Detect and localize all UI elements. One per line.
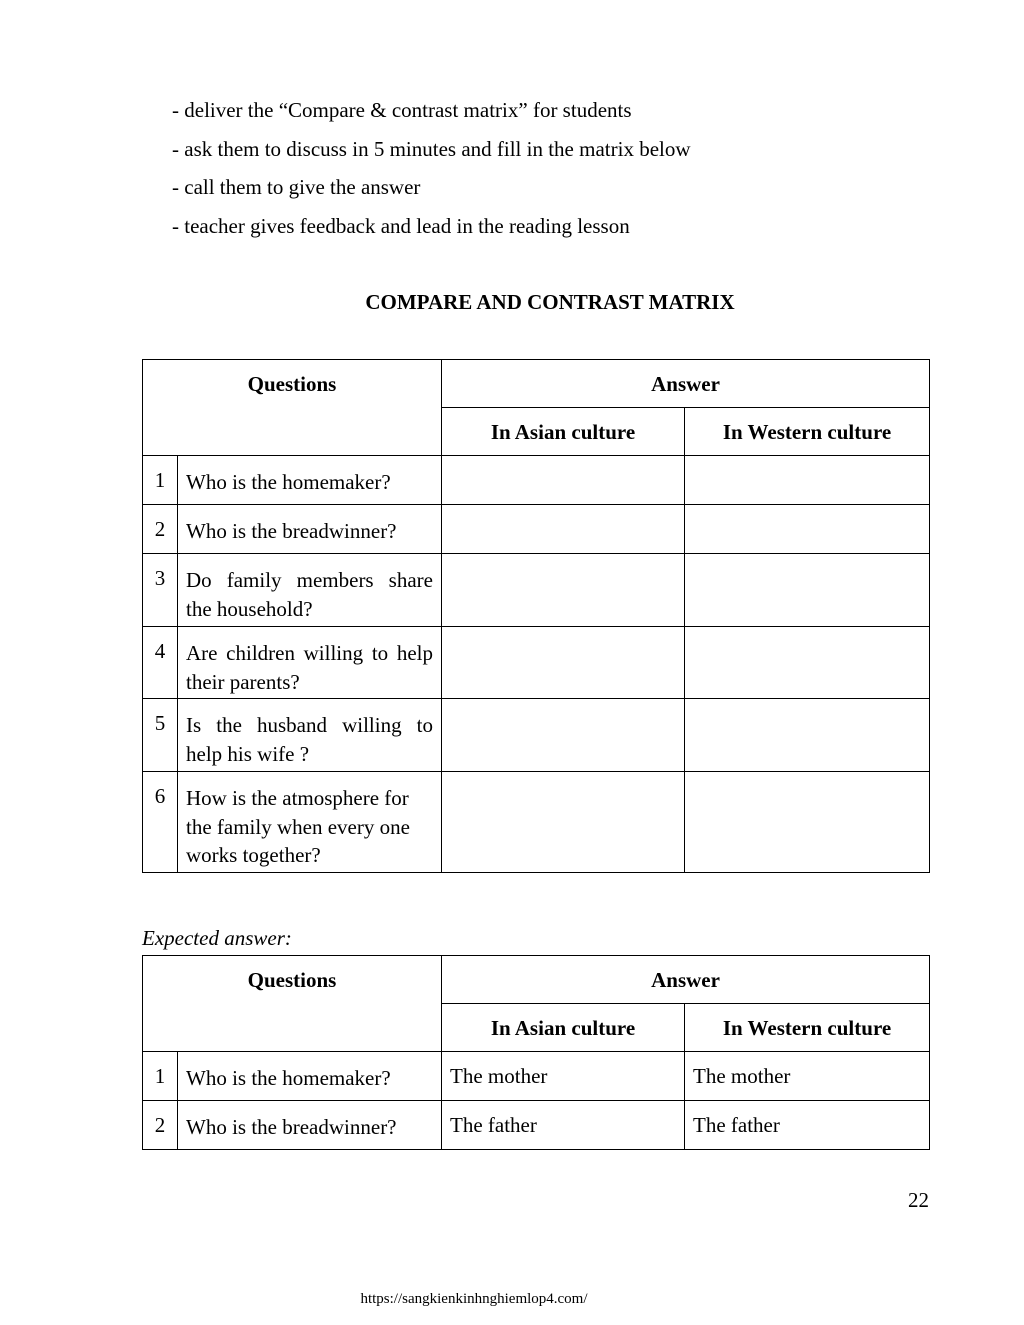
- intro-line-1: - deliver the “Compare & contrast matrix” for students: [172, 98, 632, 122]
- row-number: 6: [143, 772, 178, 873]
- intro-line-2: - ask them to discuss in 5 minutes and fill in the matrix below: [172, 137, 691, 161]
- row-number: 4: [143, 627, 178, 699]
- header-answer: Answer: [442, 360, 930, 408]
- row-number: 1: [143, 456, 178, 505]
- question-cell: Is the husband willing to help his wife ?: [178, 699, 442, 772]
- western-answer-cell: [685, 554, 930, 627]
- asian-answer-cell: The father: [442, 1101, 685, 1150]
- question-cell: Who is the homemaker?: [178, 1052, 442, 1101]
- row-number: 2: [143, 505, 178, 554]
- page-number: 22: [908, 1188, 929, 1212]
- row-number: 1: [143, 1052, 178, 1101]
- table-row: [143, 1052, 930, 1101]
- expected-answer-label: Expected answer:: [142, 926, 292, 950]
- western-answer-cell: [685, 627, 930, 699]
- table-row: [143, 554, 930, 627]
- asian-answer-cell: [442, 699, 685, 772]
- compare-matrix-table: [142, 359, 930, 873]
- header-western: In Western culture: [685, 408, 930, 456]
- row-number: 5: [143, 699, 178, 772]
- asian-answer-cell: [442, 772, 685, 873]
- asian-answer-cell: [442, 554, 685, 627]
- western-answer-cell: The father: [685, 1101, 930, 1150]
- question-cell: Who is the breadwinner?: [178, 1101, 442, 1150]
- table-row: [143, 505, 930, 554]
- row-number: 2: [143, 1101, 178, 1150]
- question-cell: Are children willing to help their parents?: [178, 627, 442, 699]
- matrix-title: COMPARE AND CONTRAST MATRIX: [365, 290, 735, 314]
- intro-line-4: - teacher gives feedback and lead in the reading lesson: [172, 214, 630, 238]
- intro-line-3: - call them to give the answer: [172, 175, 421, 199]
- question-cell: Who is the breadwinner?: [178, 505, 442, 554]
- western-answer-cell: [685, 699, 930, 772]
- header-answer: Answer: [442, 956, 930, 1004]
- western-answer-cell: [685, 505, 930, 554]
- table-row: [143, 627, 930, 699]
- western-answer-cell: [685, 456, 930, 505]
- asian-answer-cell: [442, 627, 685, 699]
- header-questions: Questions: [143, 360, 442, 456]
- western-answer-cell: [685, 772, 930, 873]
- table-row: [143, 772, 930, 873]
- row-number: 3: [143, 554, 178, 627]
- header-asian: In Asian culture: [442, 408, 685, 456]
- asian-answer-cell: [442, 456, 685, 505]
- header-western: In Western culture: [685, 1004, 930, 1052]
- question-cell: How is the atmosphere for the family when every one works together?: [178, 772, 442, 873]
- question-cell: Do family members share the household?: [178, 554, 442, 627]
- expected-answer-table: [142, 955, 930, 1150]
- table-row: [143, 699, 930, 772]
- question-cell: Who is the homemaker?: [178, 456, 442, 505]
- asian-answer-cell: [442, 505, 685, 554]
- footer-url[interactable]: https://sangkienkinhnghiemlop4.com/: [360, 1291, 588, 1307]
- table-row: [143, 456, 930, 505]
- western-answer-cell: The mother: [685, 1052, 930, 1101]
- header-asian: In Asian culture: [442, 1004, 685, 1052]
- asian-answer-cell: The mother: [442, 1052, 685, 1101]
- table-row: [143, 1101, 930, 1150]
- header-questions: Questions: [143, 956, 442, 1052]
